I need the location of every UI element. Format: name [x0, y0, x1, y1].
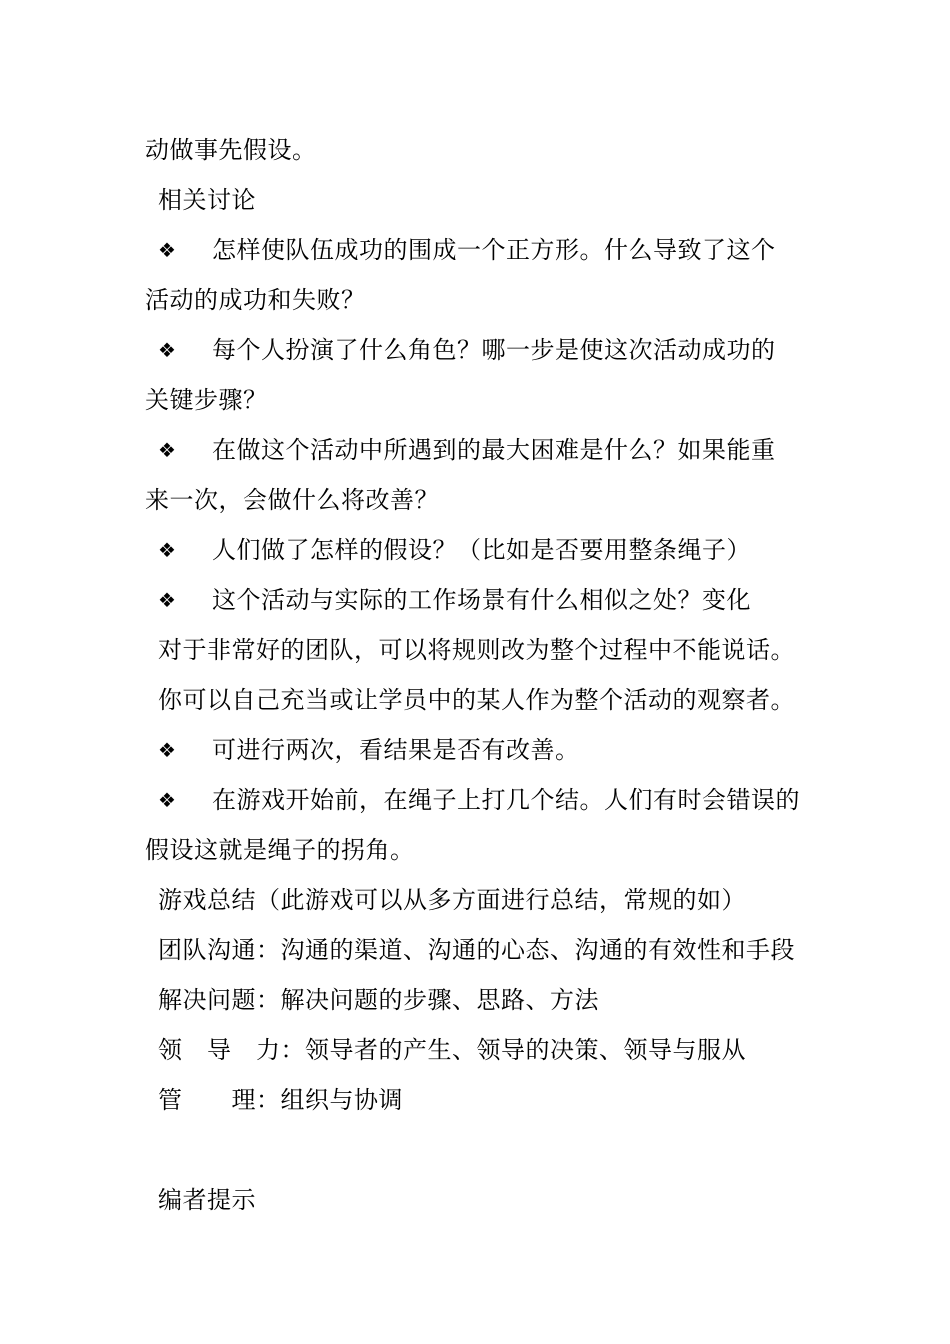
bullet-item-continuation: 来一次，会做什么将改善？: [145, 486, 439, 514]
paragraph-line: 你可以自己充当或让学员中的某人作为整个活动的观察者。: [158, 686, 795, 714]
bullet-diamond-icon: ❖: [158, 238, 176, 262]
bullet-item-text: 怎样使队伍成功的围成一个正方形。什么导致了这个: [212, 236, 776, 264]
paragraph-line: 对于非常好的团队，可以将规则改为整个过程中不能说话。: [158, 636, 795, 664]
summary-item-problem-solving: 解决问题：解决问题的步骤、思路、方法: [158, 986, 599, 1014]
bullet-item-continuation: 活动的成功和失败？: [145, 286, 366, 314]
section-heading-discussion: 相关讨论: [158, 186, 256, 214]
bullet-diamond-icon: ❖: [158, 438, 176, 462]
summary-item-communication: 团队沟通：沟通的渠道、沟通的心态、沟通的有效性和手段: [158, 936, 795, 964]
bullet-diamond-icon: ❖: [158, 788, 176, 812]
bullet-item-continuation: 假设这就是绳子的拐角。: [145, 836, 415, 864]
bullet-item-continuation: 关键步骤？: [145, 386, 268, 414]
section-heading-editor-note: 编者提示: [158, 1186, 256, 1214]
bullet-item-text: 人们做了怎样的假设？（比如是否要用整条绳子）: [212, 536, 751, 564]
bullet-diamond-icon: ❖: [158, 588, 176, 612]
bullet-item-text: 在游戏开始前，在绳子上打几个结。人们有时会错误的: [212, 786, 800, 814]
bullet-diamond-icon: ❖: [158, 738, 176, 762]
summary-item-leadership: 领 导 力：领导者的产生、领导的决策、领导与服从: [158, 1036, 746, 1064]
bullet-item-text: 可进行两次，看结果是否有改善。: [212, 736, 580, 764]
bullet-diamond-icon: ❖: [158, 538, 176, 562]
summary-item-management: 管 理：组织与协调: [158, 1086, 403, 1114]
bullet-diamond-icon: ❖: [158, 338, 176, 362]
bullet-item-text: 在做这个活动中所遇到的最大困难是什么？如果能重: [212, 436, 776, 464]
paragraph-line: 动做事先假设。: [145, 136, 317, 164]
bullet-item-text: 这个活动与实际的工作场景有什么相似之处？变化: [212, 586, 751, 614]
bullet-item-text: 每个人扮演了什么角色？哪一步是使这次活动成功的: [212, 336, 776, 364]
section-heading-summary: 游戏总结（此游戏可以从多方面进行总结，常规的如）: [158, 886, 746, 914]
